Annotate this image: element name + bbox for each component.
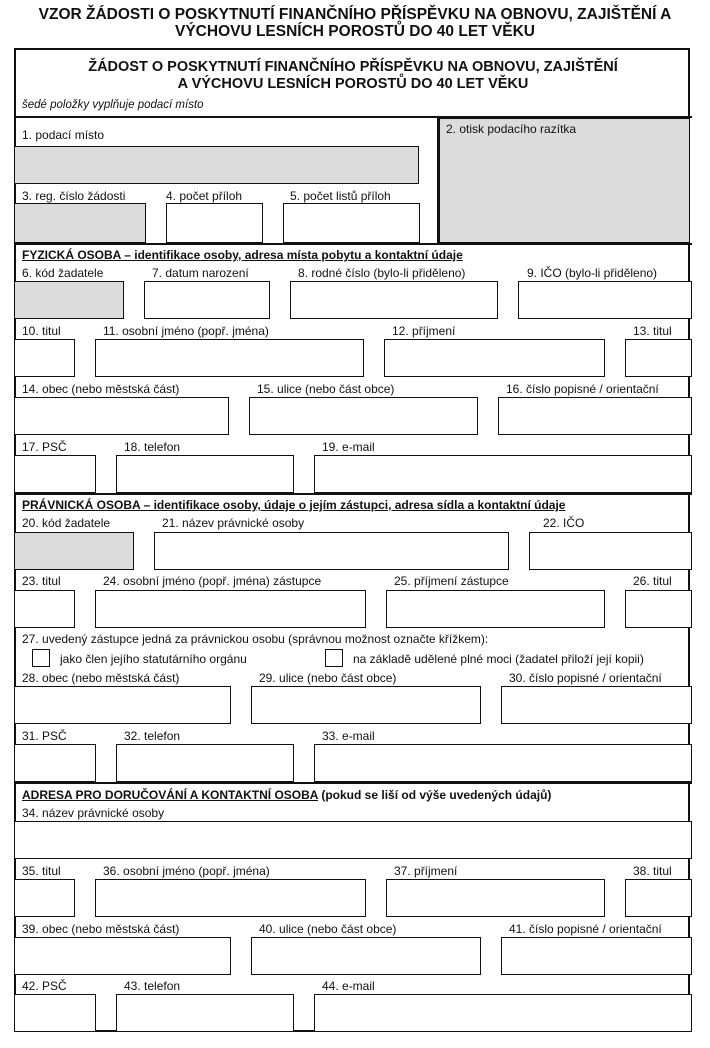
field-label: 12. příjmení xyxy=(392,324,456,338)
field-label: 25. příjmení zástupce xyxy=(394,574,509,588)
field-label: 41. číslo popisné / orientační xyxy=(509,922,662,936)
reg-number-field xyxy=(14,203,146,243)
attachment-sheets-field[interactable] xyxy=(283,203,420,243)
field-label: 29. ulice (nebo část obce) xyxy=(259,671,397,685)
document-title-line-1: VZOR ŽÁDOSTI O POSKYTNUTÍ FINANČNÍHO PŘÍSPĚVKU NA OBNOVU, ZAJIŠTĚNÍ A xyxy=(38,6,672,23)
applicant-code-field xyxy=(14,281,124,319)
field-label: 24. osobní jméno (popř. jména) zástupce xyxy=(103,574,322,588)
form-title-line-2: A VÝCHOVU LESNÍCH POROSTŮ DO 40 LET VĚKU xyxy=(177,76,529,92)
municipality-field[interactable] xyxy=(14,937,231,975)
field-label: 34. název právnické osoby xyxy=(22,806,165,820)
representative-title-after-field[interactable] xyxy=(625,590,692,628)
postal-code-field[interactable] xyxy=(14,455,96,493)
ico-field[interactable] xyxy=(518,281,692,319)
email-field[interactable] xyxy=(314,744,692,782)
first-name-field[interactable] xyxy=(95,879,366,917)
field-label: 43. telefon xyxy=(124,979,181,993)
field-label: 9. IČO (bylo-li přiděleno) xyxy=(527,266,658,280)
field-label: 8. rodné číslo (bylo-li přiděleno) xyxy=(298,266,466,280)
postal-code-field[interactable] xyxy=(14,994,96,1032)
field-label: 37. příjmení xyxy=(394,864,458,878)
street-field[interactable] xyxy=(249,397,478,435)
house-number-field[interactable] xyxy=(501,686,692,724)
field-label: 35. titul xyxy=(22,864,61,878)
phone-field[interactable] xyxy=(116,994,294,1032)
house-number-field[interactable] xyxy=(501,937,692,975)
field-label: 22. IČO xyxy=(543,516,585,530)
house-number-field[interactable] xyxy=(498,397,692,435)
power-of-attorney-checkbox[interactable] xyxy=(325,649,343,667)
divider xyxy=(14,243,692,245)
field-label: 20. kód žadatele xyxy=(22,516,111,530)
field-label: 1. podací místo xyxy=(22,128,105,142)
field-label: 30. číslo popisné / orientační xyxy=(509,671,662,685)
email-field[interactable] xyxy=(314,455,692,493)
stamp-area xyxy=(439,118,690,243)
municipality-field[interactable] xyxy=(14,686,231,724)
section-heading-delivery-address: ADRESA PRO DORUČOVÁNÍ A KONTAKTNÍ OSOBA (pokud se liší od výše uvedených údajů) xyxy=(22,788,552,802)
checkbox-label: jako člen jejího statutárního orgánu xyxy=(60,652,247,666)
field-label: 44. e-mail xyxy=(322,979,375,993)
podaci-misto-field xyxy=(14,146,419,184)
section-heading-natural-person: FYZICKÁ OSOBA – identifikace osoby, adresa místa pobytu a kontaktní údaje xyxy=(22,248,463,262)
field-label: 15. ulice (nebo část obce) xyxy=(257,382,395,396)
birth-number-field[interactable] xyxy=(290,281,498,319)
gray-fields-note: šedé položky vyplňuje podací místo xyxy=(22,99,204,111)
divider xyxy=(14,493,692,495)
field-label: 39. obec (nebo městská část) xyxy=(22,922,180,936)
company-name-field[interactable] xyxy=(14,821,692,859)
phone-field[interactable] xyxy=(116,744,294,782)
applicant-code-field xyxy=(14,532,134,570)
surname-field[interactable] xyxy=(386,879,605,917)
attachment-count-field[interactable] xyxy=(166,203,263,243)
ico-field[interactable] xyxy=(529,532,692,570)
phone-field[interactable] xyxy=(116,455,294,493)
title-after-field[interactable] xyxy=(625,879,692,917)
field-label: 17. PSČ xyxy=(22,440,67,454)
field-label: 36. osobní jméno (popř. jména) xyxy=(103,864,270,878)
municipality-field[interactable] xyxy=(14,397,229,435)
field-label: 2. otisk podacího razítka xyxy=(446,122,577,136)
representative-surname-field[interactable] xyxy=(386,590,605,628)
field-label: 18. telefon xyxy=(124,440,181,454)
form-title-line-1: ŽÁDOST O POSKYTNUTÍ FINANČNÍHO PŘÍSPĚVKU NA OBNOVU, ZAJIŠTĚNÍ xyxy=(88,59,618,75)
title-before-field[interactable] xyxy=(14,339,75,377)
divider xyxy=(14,782,692,784)
representative-first-name-field[interactable] xyxy=(95,590,366,628)
field-label: 32. telefon xyxy=(124,729,181,743)
statutory-body-checkbox[interactable] xyxy=(32,649,50,667)
field-label: 38. titul xyxy=(633,864,672,878)
field-label: 28. obec (nebo městská část) xyxy=(22,671,180,685)
title-after-field[interactable] xyxy=(625,339,692,377)
field-label: 26. titul xyxy=(633,574,672,588)
surname-field[interactable] xyxy=(384,339,605,377)
field-label: 27. uvedený zástupce jedná za právnickou osobu (správnou možnost označte křížkem): xyxy=(22,632,489,646)
field-label: 16. číslo popisné / orientační xyxy=(506,382,659,396)
field-label: 23. titul xyxy=(22,574,61,588)
field-label: 42. PSČ xyxy=(22,979,67,993)
field-label: 4. počet příloh xyxy=(166,189,243,203)
field-label: 6. kód žadatele xyxy=(22,266,104,280)
company-name-field[interactable] xyxy=(154,532,509,570)
field-label: 3. reg. číslo žádosti xyxy=(22,189,126,203)
street-field[interactable] xyxy=(251,937,481,975)
postal-code-field[interactable] xyxy=(14,744,96,782)
field-label: 13. titul xyxy=(633,324,672,338)
representative-title-before-field[interactable] xyxy=(14,590,75,628)
field-label: 40. ulice (nebo část obce) xyxy=(259,922,397,936)
field-label: 14. obec (nebo městská část) xyxy=(22,382,180,396)
field-label: 21. název právnické osoby xyxy=(162,516,305,530)
birth-date-field[interactable] xyxy=(144,281,270,319)
field-label: 10. titul xyxy=(22,324,61,338)
email-field[interactable] xyxy=(314,994,692,1032)
field-label: 33. e-mail xyxy=(322,729,375,743)
title-before-field[interactable] xyxy=(14,879,75,917)
field-label: 19. e-mail xyxy=(322,440,375,454)
field-label: 5. počet listů příloh xyxy=(290,189,391,203)
document-title-line-2: VÝCHOVU LESNÍCH POROSTŮ DO 40 LET VĚKU xyxy=(175,23,535,40)
field-label: 31. PSČ xyxy=(22,729,67,743)
field-label: 7. datum narození xyxy=(152,266,249,280)
street-field[interactable] xyxy=(251,686,481,724)
first-name-field[interactable] xyxy=(95,339,364,377)
field-label: 11. osobní jméno (popř. jména) xyxy=(103,324,269,338)
checkbox-label: na základě udělené plné moci (žadatel přiloží její kopii) xyxy=(353,652,644,666)
section-heading-legal-person: PRÁVNICKÁ OSOBA – identifikace osoby, údaje o jejím zástupci, adresa sídla a kontaktní údaje xyxy=(22,498,566,512)
